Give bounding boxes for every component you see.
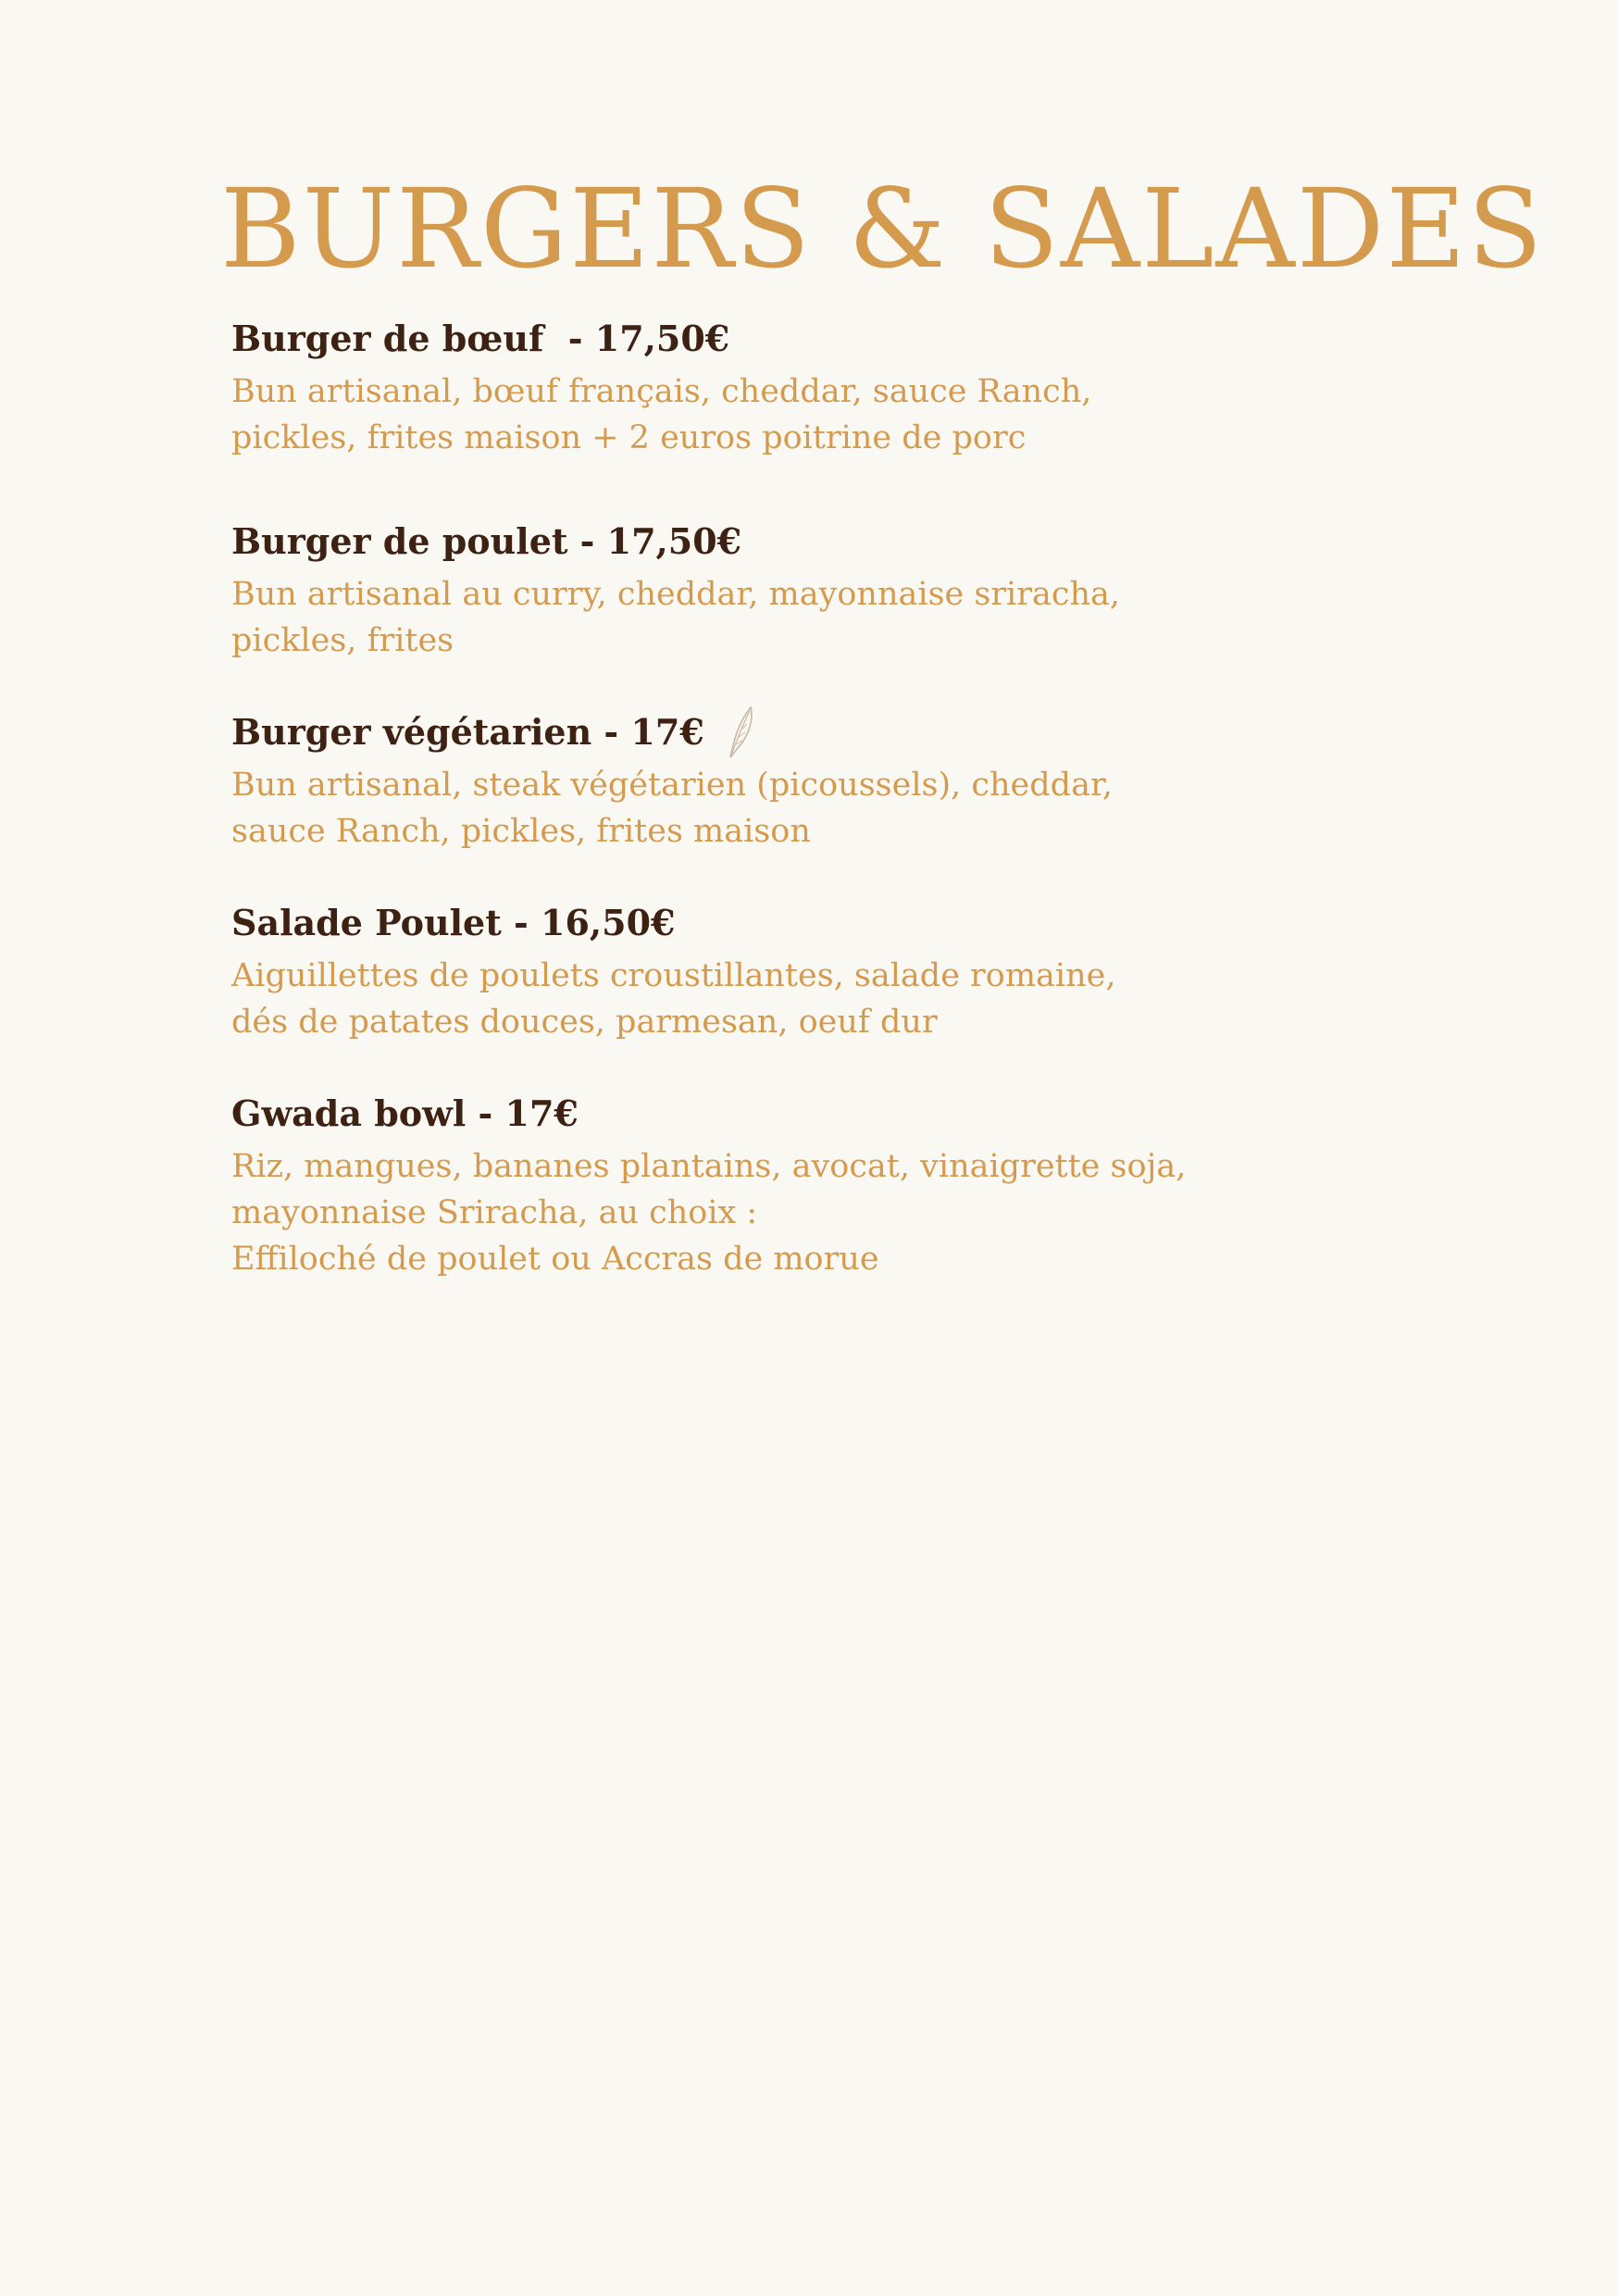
page-title: BURGERS & SALADES bbox=[220, 165, 1545, 293]
menu-item-header bbox=[231, 1088, 1342, 1140]
menu-item-description: Bun artisanal, bœuf français, cheddar, sauce Ranch, pickles, frites maison + 2 euros poitrine de porc bbox=[231, 373, 1092, 456]
menu-item-burger-poulet bbox=[231, 516, 1342, 664]
menu-item-burger-vegetarien bbox=[231, 706, 1342, 855]
menu-item-header bbox=[231, 516, 1342, 568]
menu-item-name: Burger de poulet - 17,50€ bbox=[231, 520, 742, 562]
menu-item-description: Bun artisanal au curry, cheddar, mayonnaise sriracha, pickles, frites bbox=[231, 576, 1120, 659]
menu-item-name: Gwada bowl - 17€ bbox=[231, 1092, 579, 1134]
menu-item-gwada-bowl bbox=[231, 1088, 1342, 1282]
menu-item-header bbox=[231, 313, 1342, 365]
menu-item-burger-boeuf bbox=[231, 313, 1342, 461]
menu-item-description: Aiguillettes de poulets croustillantes, salade romaine, dés de patates douces, parmesan, oeuf dur bbox=[231, 957, 1116, 1041]
leaf-icon bbox=[725, 704, 756, 761]
menu-item-name: Burger de bœuf - 17,50€ bbox=[231, 318, 730, 359]
menu-item-name: Salade Poulet - 16,50€ bbox=[231, 902, 676, 943]
menu-item-description: Bun artisanal, steak végétarien (picoussels), cheddar, sauce Ranch, pickles, frites maison bbox=[231, 767, 1113, 850]
menu-item-name: Burger végétarien - 17€ bbox=[231, 711, 704, 753]
menu-item-salade-poulet bbox=[231, 897, 1342, 1045]
menu-item-header bbox=[231, 897, 1342, 949]
menu-item-description: Riz, mangues, bananes plantains, avocat, vinaigrette soja, mayonnaise Sriracha, au choix : Effiloché de poulet ou Accras de morue bbox=[231, 1148, 1187, 1278]
menu-item-header bbox=[231, 706, 1342, 758]
